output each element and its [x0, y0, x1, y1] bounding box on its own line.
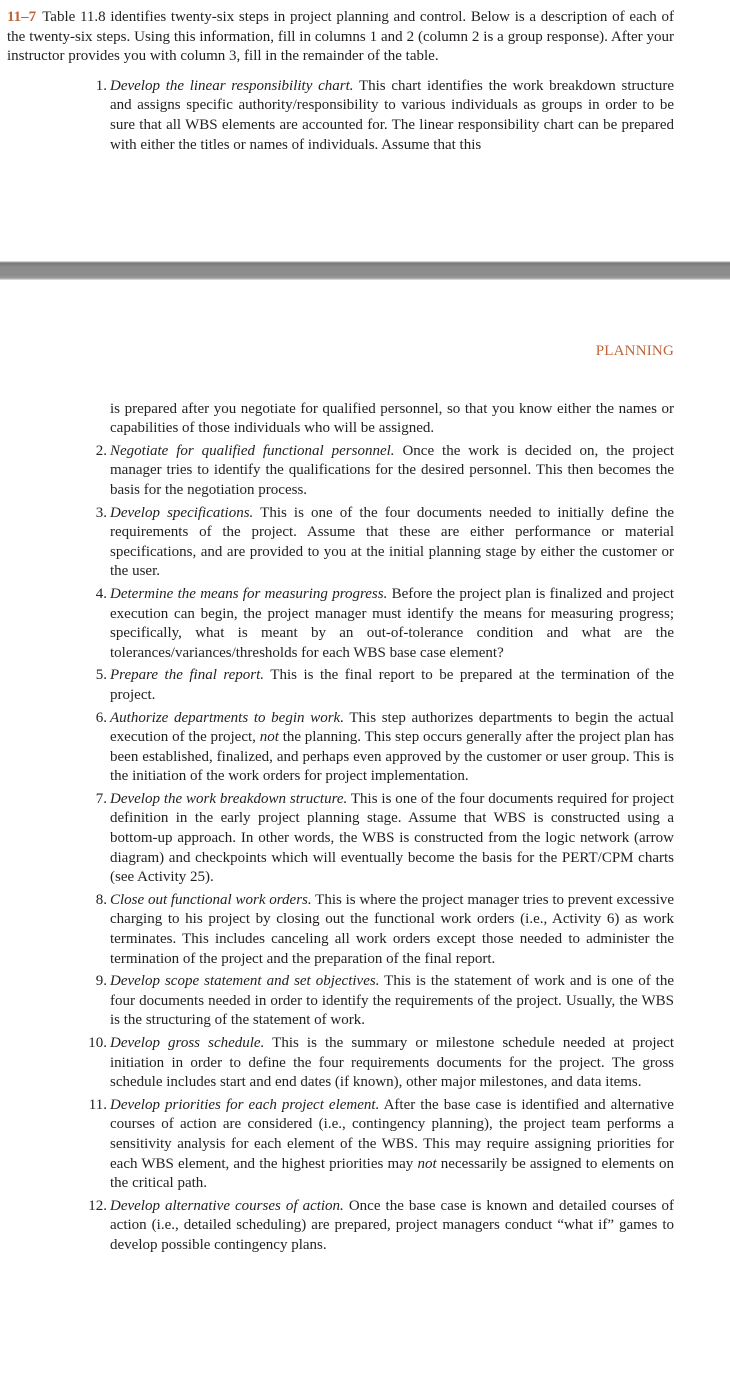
list-item [7, 666, 674, 705]
list-item [7, 442, 674, 501]
page-top [7, 8, 674, 158]
item-body: This is the final report to be prepared at the termination of the project. [110, 667, 674, 703]
item-title: Prepare the final report. [110, 667, 265, 684]
list-item [7, 585, 674, 663]
item-body: This is where the project manager tries to prevent excessive charging to his project by closing out the functional work orders (i.e., Activity 6) as work terminates. This includes canceling all work orders except those needed to administer the termination of the project and the preparation of the final report. [110, 891, 675, 967]
page-divider [0, 261, 730, 280]
item-body-continued: the planning. This step occurs generally after the project plan has been established, finalized, and perhaps even approved by the customer or user group. This is the initiation of the work orders for project implementation. [110, 729, 674, 785]
item-number: 4. [95, 585, 107, 602]
list-item [7, 790, 674, 888]
item-body: Once the work is decided on, the project manager tries to identify the qualifications for the desired personnel. This then becomes the basis for the negotiation process. [110, 442, 675, 498]
item-title: Develop the linear responsibility chart. [110, 77, 354, 94]
item-title: Develop the work breakdown structure. [110, 790, 348, 807]
item-number: 10. [88, 1035, 107, 1051]
item-number: 9. [95, 973, 107, 990]
item-body-continued: necessarily be assigned to elements on the critical path. [110, 1155, 674, 1192]
item-body: This step authorizes departments to begin the actual execution of the project, [110, 709, 675, 746]
item-title: Develop scope statement and set objectives. [110, 973, 380, 990]
list-item [7, 1034, 674, 1093]
item-number: 12. [88, 1197, 107, 1214]
item-body: Once the base case is known and detailed courses of action (i.e., detailed scheduling) are prepared, project managers conduct “what if” games to develop possible contingency plans. [110, 1197, 674, 1253]
item-title: Close out functional work orders. [110, 891, 312, 908]
item-number: 8. [95, 891, 107, 908]
item-body: This is one of the four documents needed to initially define the requirements of the project. Assume that these are either performance or material specifications, and are provided to you at the initial planning stage by either the customer or the user. [110, 504, 674, 580]
page-bottom [7, 342, 674, 1259]
list-item [7, 77, 674, 155]
item-title: Determine the means for measuring progress. [110, 585, 388, 602]
item-emphasis: not [417, 1155, 437, 1172]
item-number: 11. [88, 1096, 107, 1113]
item-title: Authorize departments to begin work. [110, 709, 344, 726]
list-item [7, 709, 674, 787]
item-number: 2. [95, 442, 107, 459]
list-item [7, 891, 674, 969]
list-item [7, 504, 674, 582]
item-number: 7. [95, 790, 107, 807]
item-body: After the base case is identified and alternative courses of action are considered (i.e., contingency planning), the project team performs a sensitivity analysis for each element of the WBS. This may require assigning priorities for each WBS element, and the highest priorities may [110, 1096, 674, 1172]
item-body: This is one of the four documents required for project definition in the early project planning stage. Assume that WBS is constructed using a bottom-up approach. In other words, the WBS is constructed from the logic network (arrow diagram) and checkpoints which will eventually become the basis for the PERT/CPM charts (see Activity 25). [110, 790, 674, 886]
problem-number: 11–7 [7, 9, 37, 25]
item-title: Develop alternative courses of action. [110, 1197, 344, 1214]
list-item [7, 1197, 674, 1256]
list-item [7, 1096, 674, 1194]
item-number: 6. [95, 709, 107, 726]
item-title: Develop priorities for each project element. [110, 1096, 380, 1113]
item-number: 5. [95, 667, 107, 684]
item-number: 3. [95, 504, 107, 521]
item-emphasis: not [259, 729, 279, 746]
list-item [7, 972, 674, 1031]
running-head: PLANNING [595, 343, 674, 359]
step-list [7, 442, 674, 1256]
item-body: This is the statement of work and is one of the four documents needed in order to identify the requirements of the project. Usually, the WBS is the structuring of the statement of work. [110, 973, 674, 1029]
item-continuation: is prepared after you negotiate for qualified personnel, so that you know either the names or capabilities of those individuals who will be assigned. [110, 400, 674, 437]
item-number: 1. [95, 77, 107, 94]
item-body: This is the summary or milestone schedule needed at project initiation in order to define the four requirements documents for the project. The gross schedule includes start and end dates (if known), other major milestones, and data items. [110, 1035, 675, 1091]
item-title: Negotiate for qualified functional personnel. [110, 442, 395, 459]
problem-statement [7, 8, 674, 67]
item-body: Before the project plan is finalized and project execution can begin, the project manager must identify the means for measuring progress; specifically, what is meant by an out-of-tolerance condition and what are the tolerances/variances/thresholds for each WBS base case element? [110, 585, 674, 661]
problem-text: Table 11.8 identifies twenty-six steps in project planning and control. Below is a description of each of the twenty-six steps. Using this information, fill in columns 1 and 2 (column 2 is a group response). After your instructor provides you with column 3, fill in the remainder of the table. [7, 9, 674, 65]
item-title: Develop gross schedule. [110, 1035, 265, 1051]
item-title: Develop specifications. [110, 504, 254, 521]
item-body: This chart identifies the work breakdown structure and assigns specific authority/responsibility to various individuals as groups in order to be sure that all WBS elements are accounted for. The linear responsibility chart can be prepared with either the titles or names of individuals. Assume that this [110, 77, 674, 153]
